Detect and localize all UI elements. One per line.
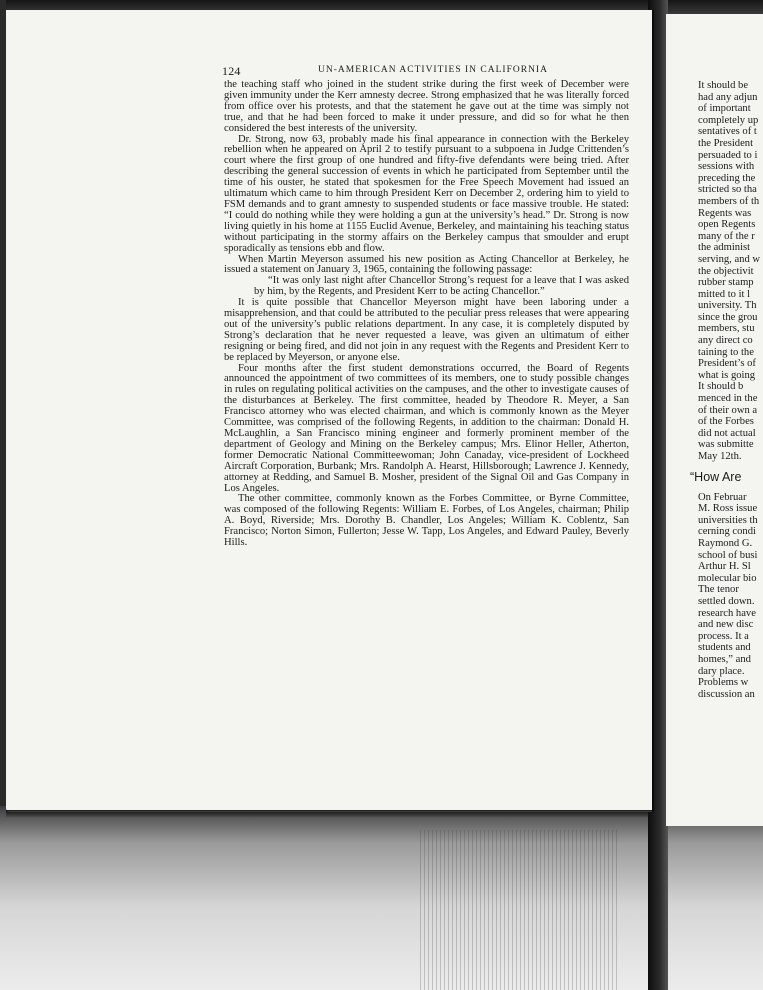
running-head [222, 64, 642, 80]
right-page-line: Raymond G. [698, 537, 753, 549]
right-page-line: Regents was [698, 207, 752, 219]
right-page-line: what is going [698, 369, 756, 381]
right-page-line: of the Forbes [698, 416, 754, 428]
right-page-line: sentatives of t [698, 126, 757, 138]
right-page-line: taining to the [698, 346, 754, 358]
right-page-line: had any adjun [698, 91, 758, 103]
right-page-line: process. It a [698, 630, 749, 642]
right-page-line: persuaded to i [698, 149, 758, 161]
right-page-line: homes,” and [698, 653, 751, 665]
right-page-lines-top [698, 80, 763, 463]
right-page-line: research have [698, 607, 756, 619]
right-page-line: President’s of [698, 358, 756, 370]
paragraph: It is quite possible that Chancellor Meyerson might have been laboring under a misapprehension, and that could be attributed to the peculiar press releases that were appearing out of the university’s public relations department. In any case, it is completely disputed by Strong’s declaration that he never requested a leave, was given an ultimatum of either resigning or being fired, and did not join in any request with the Regents and President Kerr to be replaced by Meyerson, or anyone else. [224, 297, 629, 363]
right-page-line: It should b [698, 381, 744, 393]
right-page-line: members, stu [698, 323, 755, 335]
right-page-line: and new disc [698, 619, 754, 631]
right-page-line: the administ [698, 242, 751, 254]
right-page-line: university. Th [698, 300, 757, 312]
right-page-line: sessions with [698, 161, 755, 173]
right-page-line: preceding the [698, 172, 756, 184]
right-page-line: the President [698, 137, 754, 149]
right-page-line: universities th [698, 514, 758, 526]
right-page-line: members of th [698, 195, 760, 207]
right-page-line: serving, and w [698, 253, 761, 265]
right-page-line: the objectivit [698, 265, 754, 277]
right-page-line: settled down. [698, 595, 755, 607]
block-quote: “It was only last night after Chancellor Strong’s request for a leave that I was asked by him, by the Regents, and President Kerr to be acting Chancellor.” [254, 275, 629, 298]
right-page-line: It should be [698, 80, 749, 91]
right-page-line: mitted to it l [698, 288, 751, 300]
right-page-line: Problems w [698, 677, 749, 689]
right-page-line: discussion an [698, 688, 755, 700]
right-page-line: since the grou [698, 311, 758, 323]
right-page-line: M. Ross issue [698, 503, 758, 515]
right-page-line: open Regents [698, 219, 756, 231]
paragraph: When Martin Meyerson assumed his new position as Acting Chancellor at Berkeley, he issued a statement on January 3, 1965, containing the following passage: [224, 253, 629, 276]
paragraph: the teaching staff who joined in the student strike during the first week of December were given immunity under the Kerr amnesty decree. Strong emphasized that he was literally forced from office over his protests, and that the statement he gave out at the time was simply not true, and that he had been forced to make it under pressure, and did so for what he then considered the best interests of the university. [224, 79, 629, 134]
right-page-line: The tenor [698, 584, 739, 596]
left-page-body [224, 80, 629, 549]
right-page-lines-bottom [698, 492, 763, 701]
right-page-line: stricted so tha [698, 184, 757, 196]
page-number: 124 [222, 64, 241, 78]
paragraph: Four months after the first student demonstrations occurred, the Board of Regents announced the appointment of two committees of its members, one to study possible changes in rules on regulating political activities on the campuses, and the other to investigate causes of the disturbances at Berkeley. The first committee, headed by Theodore R. Meyer, a San Francisco attorney who was elected chairman, and which is commonly known as the Meyer Committee, was comprised of the following Regents, in addition to the chairman: Donald H. McLaughlin, a San Francisco mining engineer and formerly prominent member of the department of Geology and Mining on the Berkeley campus; Mrs. Elinor Heller, Atherton, former Democratic National Committeewoman; John Canaday, vice-president of Lockheed Aircraft Corporation, Burbank; Mrs. Randolph A. Hearst, Hillsborough; Lawrence J. Kennedy, attorney at Redding, and Samuel B. Mosher, president of the Signal Oil and Gas Company in Los Angeles. [224, 362, 629, 494]
scan-streaks [420, 830, 620, 990]
paragraph: Dr. Strong, now 63, probably made his final appearance in connection with the Berkeley rebellion when he appeared on April 2 to testify pursuant to a subpoena in Judge Crittenden’s court where the first group of one hundred and fifty-five defendants were being tried. After describing the general succession of events in which he participated from September until the time of his ouster, he stated that spokesmen for the Free Speech Movement had issued an ultimatum which came to him through President Kerr on December 2, ordering him to yield to FSM demands and to grant amnesty to suspended students or face massive trouble. He stated: “I could do nothing while they were holding a gun at the university’s head.” Dr. Strong is now living quietly in his home at 1155 Euclid Avenue, Berkeley, and maintaining his teaching status without participating in the stormy affairs on the Berkeley campus that smoulder and erupt sporadically as tensions ebb and flow. [224, 133, 629, 254]
right-page-line: many of the r [698, 230, 755, 242]
right-page-line: school of busi [698, 549, 758, 561]
right-page-line: was submitte [698, 439, 754, 451]
right-page-line: dary place. [698, 665, 745, 677]
running-title: UN-AMERICAN ACTIVITIES IN CALIFORNIA [318, 65, 548, 75]
right-page-line: completely up [698, 114, 759, 126]
right-page-line: menced in the [698, 393, 758, 405]
right-page-line: of important [698, 103, 751, 115]
section-heading: “How Are [690, 469, 742, 484]
paragraph: The other committee, commonly known as the Forbes Committee, or Byrne Committee, was composed of the following Regents: William E. Forbes, of Los Angeles, chairman; Philip A. Boyd, Riverside; Mrs. Dorothy B. Chandler, Los Angeles; William K. Coblentz, San Francisco; Norton Simon, Fullerton; Jesse W. Tapp, Los Angeles, and Edward Pauley, Beverly Hills. [224, 493, 629, 549]
right-page-line: cerning condi [698, 526, 756, 538]
right-page-text [690, 80, 763, 700]
page-shadow [6, 810, 652, 818]
right-page-line: Arthur H. Sl [698, 561, 751, 573]
right-page-line: any direct co [698, 335, 753, 347]
right-page-line: May 12th. [698, 451, 742, 462]
right-page-line: molecular bio [698, 572, 757, 584]
right-page-line: did not actual [698, 427, 756, 439]
right-page-line: students and [698, 642, 751, 654]
right-page-line: of their own a [698, 404, 758, 416]
right-page-line: rubber stamp [698, 277, 754, 289]
right-page-line: On Februar [698, 491, 747, 503]
